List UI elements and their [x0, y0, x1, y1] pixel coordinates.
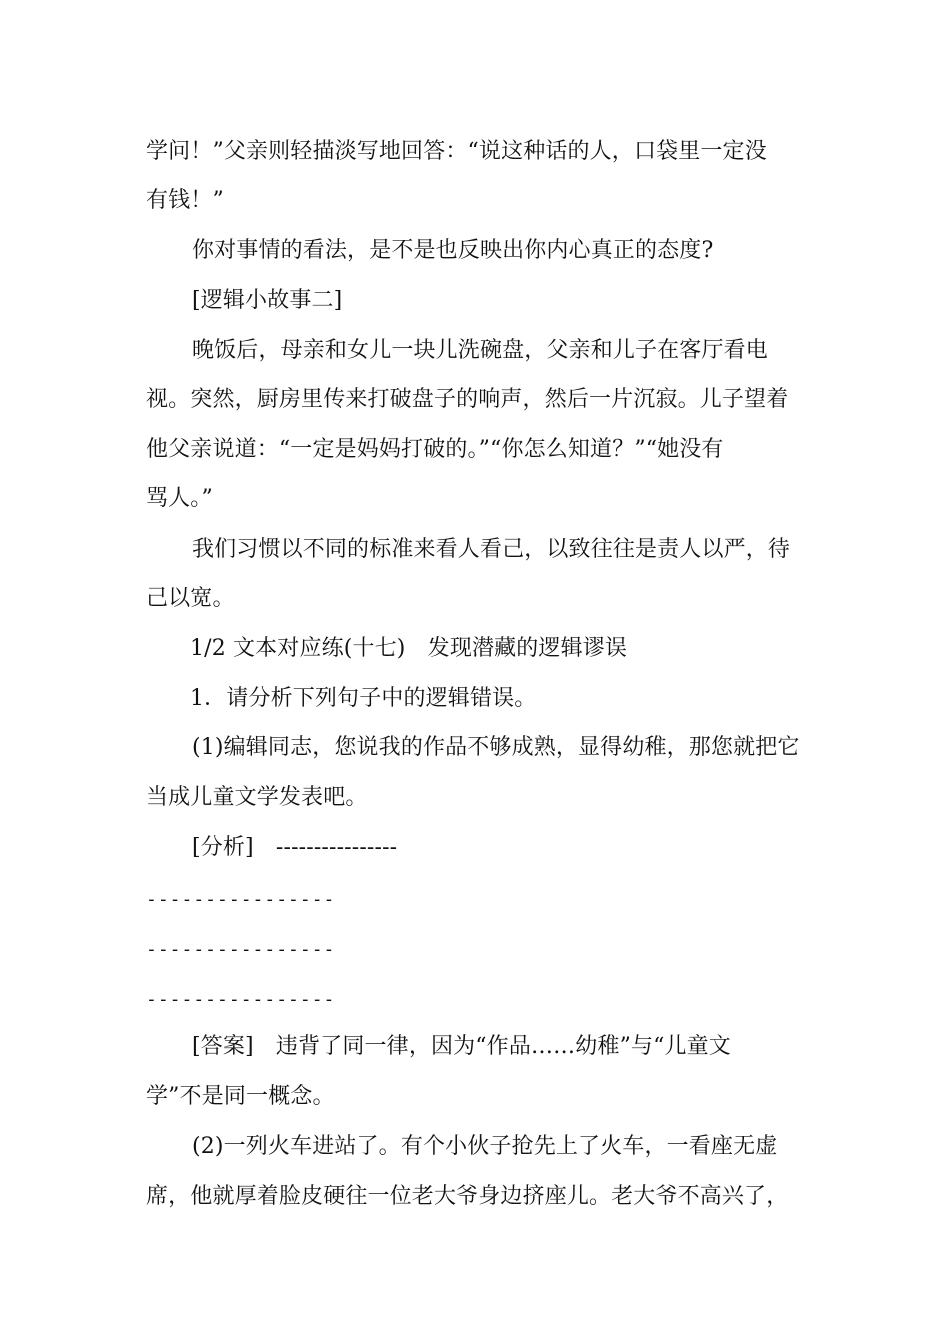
text-line: 我们习惯以不同的标准来看人看己，以致往往是责人以严，待 [192, 537, 791, 562]
blank-dash-line: ---------------- [146, 989, 336, 1010]
answer-line: [答案] 违背了同一律，因为“作品……幼稚”与“儿童文 [192, 1034, 731, 1059]
text-line: 当成儿童文学发表吧。 [146, 785, 368, 810]
text-line: (1)编辑同志，您说我的作品不够成熟，显得幼稚，那您就把它 [192, 735, 800, 760]
blank-dash-line: ---------------- [146, 889, 336, 910]
analysis-label-line: [分析] ---------------- [192, 835, 398, 860]
exercise-title: 1/2 文本对应练(十七) 发现潜藏的逻辑谬误 [190, 636, 628, 661]
text-line: 席，他就厚着脸皮硬往一位老大爷身边挤座儿。老大爷不高兴了， [146, 1184, 789, 1209]
section-heading: [逻辑小故事二] [192, 288, 343, 313]
question-line: 1．请分析下列句子中的逻辑错误。 [190, 686, 537, 711]
text-line: 学”不是同一概念。 [146, 1084, 335, 1109]
text-line: 骂人。” [146, 486, 213, 511]
text-line: 有钱！” [146, 188, 224, 213]
text-line: (2)一列火车进站了。有个小伙子抢先上了火车，一看座无虚 [192, 1134, 778, 1159]
text-line: 你对事情的看法，是不是也反映出你内心真正的态度? [192, 238, 714, 263]
blank-dash-line: ---------------- [146, 939, 336, 960]
text-line: 学问！”父亲则轻描淡写地回答：“说这种话的人，口袋里一定没 [146, 139, 767, 164]
text-line: 晚饭后，母亲和女儿一块儿洗碗盘，父亲和儿子在客厅看电 [192, 338, 768, 363]
text-line: 他父亲说道：“一定是妈妈打破的。”“你怎么知道？”“她没有 [146, 437, 724, 462]
text-line: 视。突然，厨房里传来打破盘子的响声，然后一片沉寂。儿子望着 [146, 387, 789, 412]
text-line: 己以宽。 [146, 586, 235, 611]
